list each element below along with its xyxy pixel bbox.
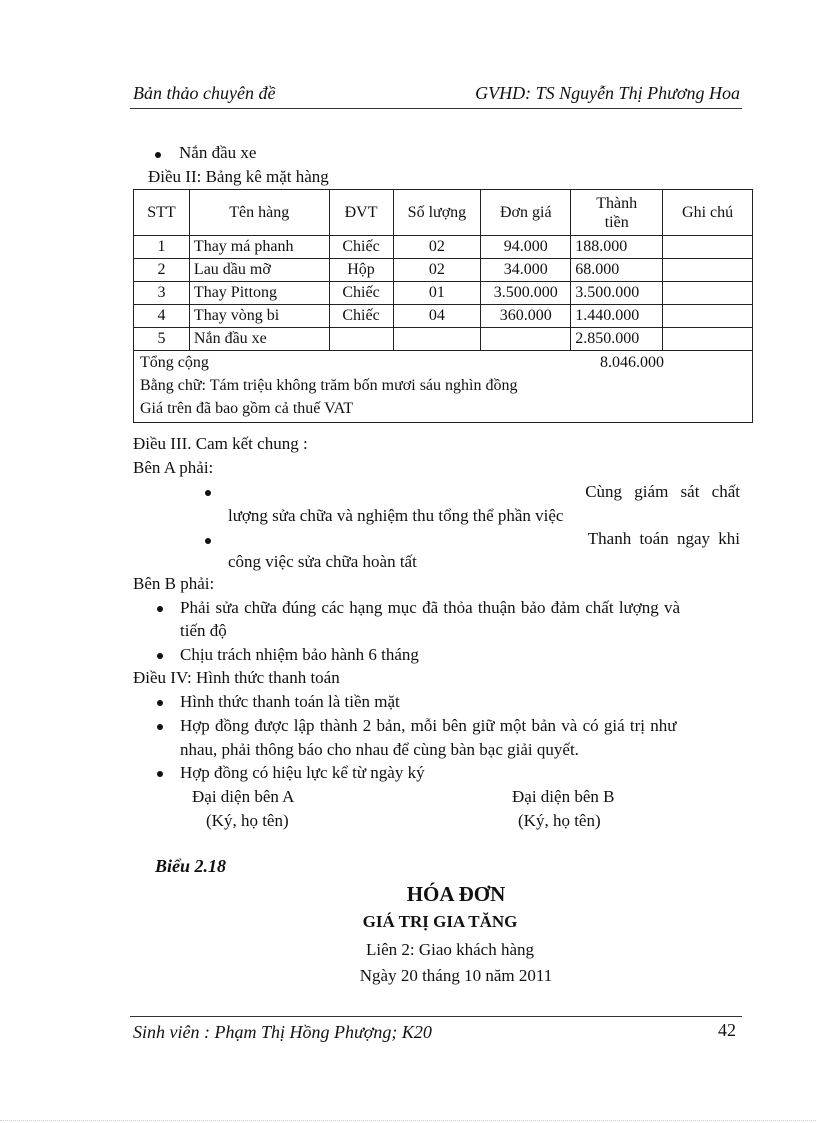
table-header-row [134,190,753,236]
cell-name: Thay má phanh [189,236,329,259]
table-row [134,305,753,328]
cell-note [663,305,753,328]
cell-name: Thay Pittong [189,282,329,305]
bullet-icon [157,724,163,730]
header-right: GVHD: TS Nguyễn Thị Phương Hoa [475,83,740,103]
bullet-icon [205,490,211,496]
items-table [133,189,753,423]
header-left: Bản thảo chuyên đề [133,83,276,103]
signature-b-note: (Ký, họ tên) [518,811,601,830]
signature-a-note: (Ký, họ tên) [206,811,289,830]
cell-unit [329,328,393,351]
total-value: 8.046.000 [600,354,664,371]
cell-amount: 68.000 [571,259,663,282]
invoice-title: HÓA ĐƠN [406,882,506,906]
cell-stt: 3 [134,282,190,305]
cell-qty: 04 [393,305,481,328]
signature-b-title: Đại diện bên B [512,787,615,806]
bullet-icon [157,700,163,706]
amount-in-words: Bằng chữ: Tám triệu không trăm bốn mươi sáu nghìn đồng [140,377,518,394]
party-a-item-1-line2: lượng sửa chữa và nghiệm thu tổng thể phần việc [228,506,564,525]
party-b-label: Bên B phải: [133,574,215,593]
party-b-item-2-line1: Chịu trách nhiệm bảo hành 6 tháng [180,645,419,664]
article4-title: Điều IV: Hình thức thanh toán [133,668,340,687]
cell-unit: Chiếc [329,305,393,328]
bullet-icon [155,152,161,158]
table-summary [134,351,753,423]
page-number: 42 [718,1020,736,1040]
header-qty: Số lượng [393,190,481,236]
footer-student: Sinh viên : Phạm Thị Hồng Phượng; K20 [133,1022,432,1042]
signature-a-title: Đại diện bên A [192,787,295,806]
cell-price: 360.000 [481,305,571,328]
article4-item-3-line1: Hợp đồng có hiệu lực kể từ ngày ký [180,763,425,782]
table-row [134,328,753,351]
cell-stt: 1 [134,236,190,259]
article3-title: Điều III. Cam kết chung : [133,434,308,453]
page-edge-divider [0,1120,816,1121]
bullet-icon [157,771,163,777]
header-stt: STT [134,190,190,236]
bullet-icon [157,606,163,612]
bullet-icon [157,653,163,659]
cell-note [663,236,753,259]
footer-rule [130,1016,742,1017]
cell-note [663,282,753,305]
article4-item-1-line1: Hình thức thanh toán là tiền mặt [180,692,400,711]
vat-note: Giá trên đã bao gồm cả thuế VAT [140,400,354,417]
cell-qty [393,328,481,351]
cell-note [663,328,753,351]
cell-name: Nắn đầu xe [189,328,329,351]
party-a-item-1-line1: Cùng giám sát chất [585,482,740,501]
header-name: Tên hàng [189,190,329,236]
cell-price: 34.000 [481,259,571,282]
invoice-copy: Liên 2: Giao khách hàng [365,940,535,959]
cell-unit: Chiếc [329,282,393,305]
cell-amount: 2.850.000 [571,328,663,351]
header-note: Ghi chú [663,190,753,236]
cell-name: Lau dầu mỡ [189,259,329,282]
cell-qty: 02 [393,236,481,259]
bullet-icon [205,538,211,544]
article2-title: Điều II: Bảng kê mặt hàng [148,167,329,186]
cell-price [481,328,571,351]
party-b-item-1-line2: tiến độ [180,621,227,640]
form-label: Biểu 2.18 [155,856,227,876]
table-row [134,282,753,305]
cell-qty: 02 [393,259,481,282]
cell-price: 94.000 [481,236,571,259]
invoice-date: Ngày 20 tháng 10 năm 2011 [359,966,553,985]
header-rule [130,108,742,109]
header-amount: Thành tiền [571,190,663,236]
cell-amount: 3.500.000 [571,282,663,305]
cell-stt: 4 [134,305,190,328]
cell-unit: Chiếc [329,236,393,259]
header-unit: ĐVT [329,190,393,236]
article4-item-2-line2: nhau, phải thông báo cho nhau để cùng bàn bạc giải quyết. [180,740,579,759]
table-row [134,259,753,282]
cell-price: 3.500.000 [481,282,571,305]
party-a-item-2-line2: công việc sửa chữa hoàn tất [228,552,417,571]
header-price: Đơn giá [481,190,571,236]
cell-stt: 5 [134,328,190,351]
invoice-subtitle: GIÁ TRỊ GIA TĂNG [362,912,518,931]
party-b-item-1-line1: Phải sửa chữa đúng các hạng mục đã thỏa thuận bảo đảm chất lượng và [180,598,681,617]
cell-note [663,259,753,282]
party-a-item-2-line1: Thanh toán ngay khi [587,529,740,548]
cell-qty: 01 [393,282,481,305]
intro-bullet-text: Nắn đầu xe [179,143,257,162]
cell-unit: Hộp [329,259,393,282]
table-summary-row [134,351,753,423]
total-label: Tổng cộng [140,354,209,371]
cell-amount: 1.440.000 [571,305,663,328]
table-row [134,236,753,259]
party-a-label: Bên A phải: [133,458,214,477]
cell-stt: 2 [134,259,190,282]
cell-name: Thay vòng bi [189,305,329,328]
cell-amount: 188.000 [571,236,663,259]
article4-item-2-line1: Hợp đồng được lập thành 2 bản, mỗi bên giữ một bản và có giá trị như [180,716,677,735]
